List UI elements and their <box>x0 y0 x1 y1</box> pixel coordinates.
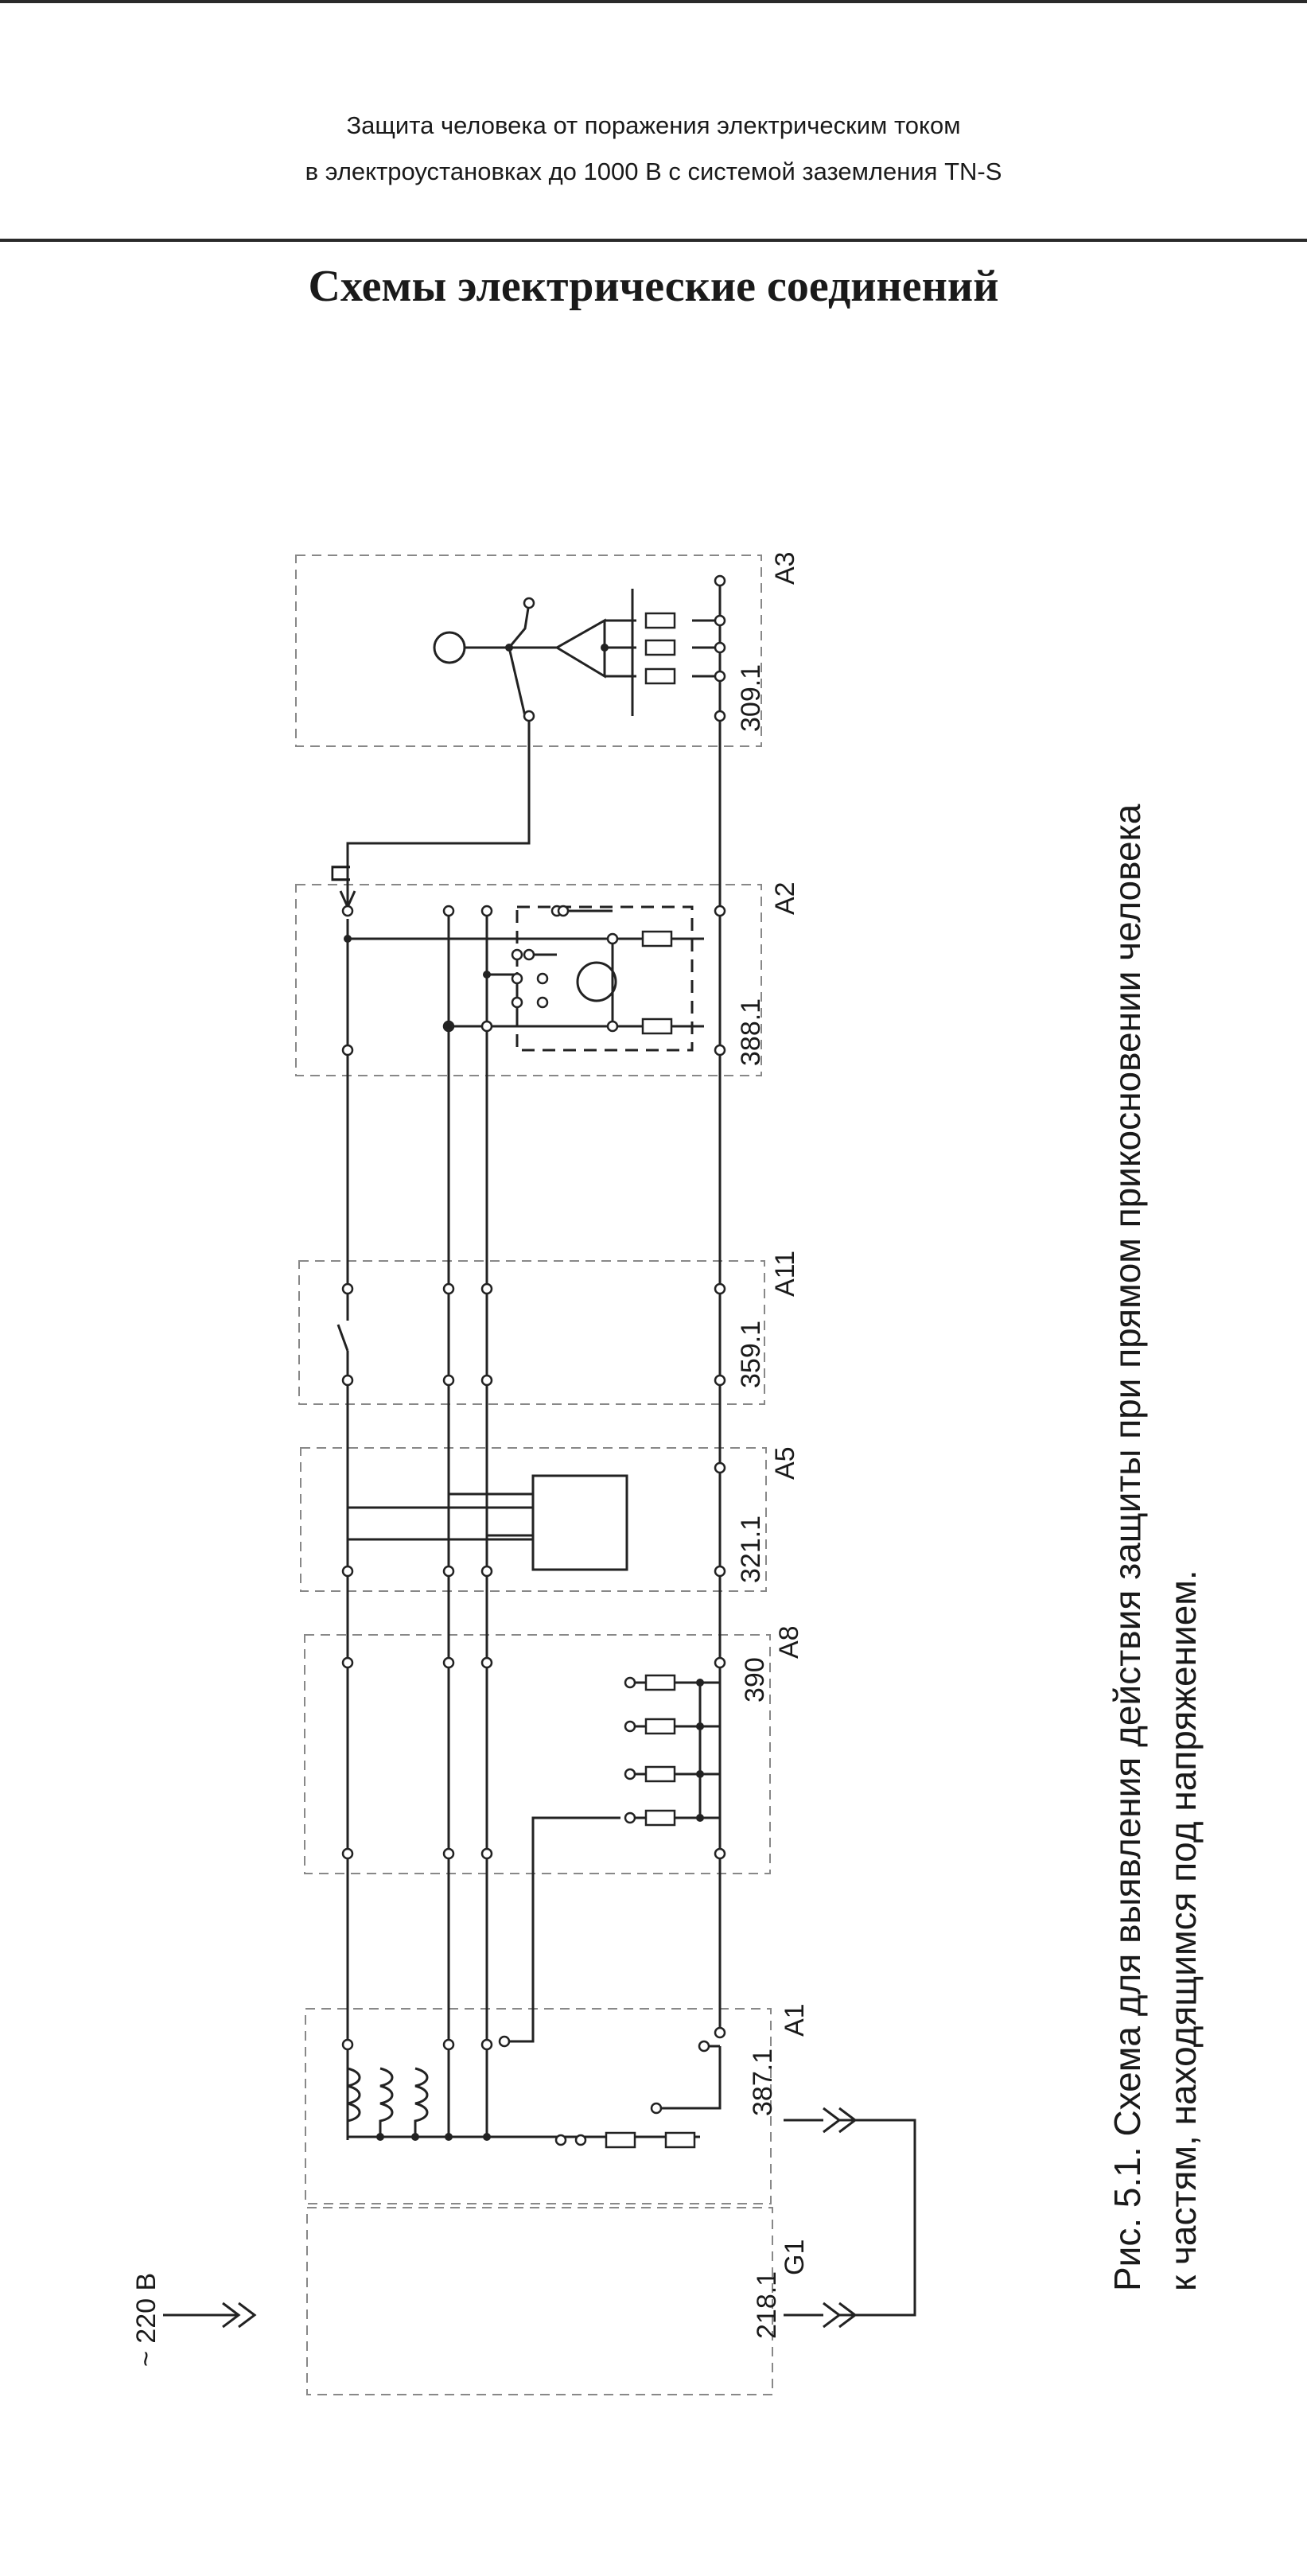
module-name-G1: G1 <box>780 2239 810 2275</box>
probe-label: П <box>326 863 356 883</box>
module-name-A2: A2 <box>770 881 800 915</box>
module-code-A8: 390 <box>740 1657 770 1702</box>
coil-L3 <box>415 2068 427 2137</box>
module-box-A11 <box>299 1261 764 1404</box>
module-box-A1 <box>305 2009 771 2204</box>
module-name-A3: A3 <box>770 551 800 585</box>
module-code-G1: 218.1 <box>752 2271 782 2339</box>
link-wire <box>839 2120 915 2315</box>
header-line-2: в электроустановках до 1000 В с системой заземления TN-S <box>305 158 1002 185</box>
module-name-A5: A5 <box>770 1446 800 1480</box>
coil-L2 <box>380 2068 392 2137</box>
module-name-A11: A11 <box>770 1251 800 1297</box>
figure-caption <box>1099 652 1211 2291</box>
module-code-A1: 387.1 <box>748 2048 778 2116</box>
coil-L1 <box>348 2049 360 2137</box>
supply-label: ~ 220 В <box>131 2272 161 2367</box>
a2-meter <box>578 963 616 1001</box>
module-code-A2: 388.1 <box>736 998 766 1066</box>
module-name-A8: A8 <box>774 1625 804 1659</box>
module-code-A3: 309.1 <box>736 663 766 732</box>
module-code-A5: 321.1 <box>736 1515 766 1583</box>
caption-line-2: к частям, находящимся под напряжением. <box>1162 1570 1204 2291</box>
module-code-A11: 359.1 <box>736 1320 766 1388</box>
caption-line-1: Рис. 5.1. Схема для выявления действия защиты при прямом прикосновении человека <box>1107 804 1148 2291</box>
module-box-G1 <box>307 2208 772 2395</box>
phase-wire-L <box>338 919 348 2140</box>
header-line-1: Защита человека от поражения электрическим током <box>346 111 961 139</box>
probe-lead <box>348 716 529 911</box>
a5-device <box>533 1476 627 1570</box>
module-name-A1: A1 <box>780 2003 810 2037</box>
human-head-icon <box>434 632 465 663</box>
page-title: Схемы электрические соединений <box>308 262 999 311</box>
